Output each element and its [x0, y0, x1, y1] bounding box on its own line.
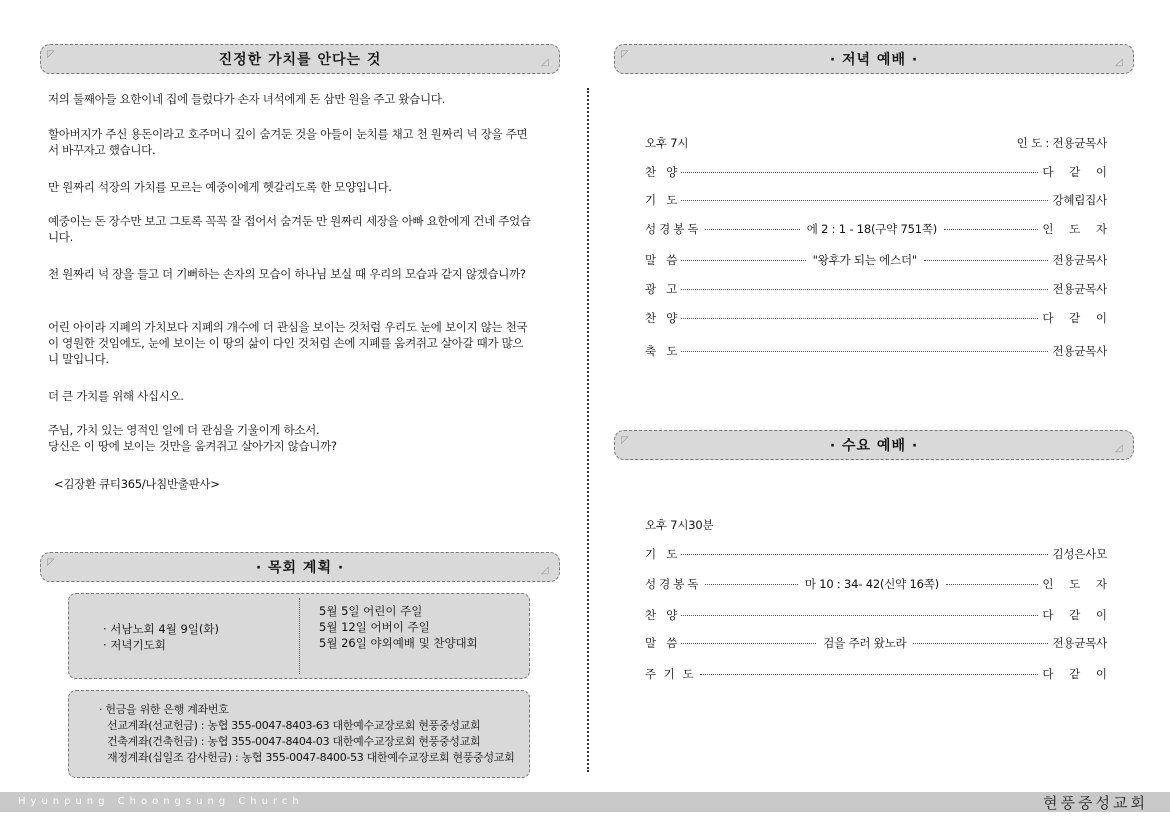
corner-ornament-icon: ◸ — [47, 49, 56, 60]
dot-leader — [681, 643, 816, 644]
order-person: 다 같 이 — [1042, 311, 1113, 325]
bank-box — [68, 690, 530, 778]
order-detail: "왕후가 되는 에스더" — [812, 253, 918, 267]
order-person: 전용균목사 — [1052, 636, 1108, 650]
sermon-header — [40, 44, 560, 74]
order-person: 다 같 이 — [1042, 165, 1113, 179]
divider — [299, 598, 300, 674]
corner-ornament-icon: ◸ — [47, 557, 56, 568]
order-label: 축 도 — [645, 344, 678, 358]
wednesday-order-row — [645, 575, 1113, 593]
order-detail: 에 2 : 1 - 18(구약 751쪽) — [806, 222, 938, 236]
plan-item: · 저녁기도회 — [103, 638, 166, 652]
evening-leader: 인 도 : 전용균목사 — [1016, 136, 1107, 150]
order-label: 기 도 — [645, 547, 678, 561]
wednesday-order-row — [645, 665, 1113, 683]
order-person: 전용균목사 — [1052, 282, 1107, 296]
order-label: 주 기 도 — [645, 667, 696, 681]
footer-church-name: 현풍중성교회 — [1043, 794, 1148, 812]
order-label: 성경봉독 — [645, 222, 702, 236]
evening-order-row — [645, 309, 1113, 327]
paragraph: 더 큰 가치를 위해 사십시오. — [48, 389, 184, 403]
corner-ornament-icon: ◿ — [541, 565, 550, 576]
plan-box — [68, 593, 530, 679]
dot-leader — [705, 229, 799, 230]
order-label: 성경봉독 — [645, 577, 702, 591]
evening-header — [614, 44, 1134, 74]
corner-ornament-icon: ◿ — [1115, 57, 1124, 68]
paragraph: 어린 아이라 지폐의 가치보다 지폐의 개수에 더 관심을 보이는 것처럼 우리도 눈에 보이지 않는 천국이 영원한 것임에도, 눈에 보이는 이 땅의 삶이 다인 것처럼 손에 지폐를 움켜쥐고 살아갈 때가 많으니 말입니다. — [48, 320, 528, 366]
evening-time: 오후 7시 — [645, 136, 689, 150]
plan-item: · 서남노회 4월 9일(화) — [103, 622, 219, 636]
column-divider — [587, 88, 589, 772]
wednesday-order-row — [645, 606, 1113, 624]
dot-leader — [924, 260, 1048, 261]
order-label: 찬 양 — [645, 608, 678, 622]
dot-leader — [681, 172, 1038, 173]
evening-order-row — [645, 163, 1113, 181]
corner-ornament-icon: ◸ — [621, 435, 630, 446]
wednesday-time-row — [645, 516, 1107, 534]
bank-line: 재정계좌(십일조 감사헌금) : 농협 355-0047-8400-53 대한예수교장로회 현풍중성교회 — [107, 751, 515, 764]
evening-order-row — [645, 251, 1107, 269]
corner-ornament-icon: ◿ — [541, 57, 550, 68]
order-label: 말 씀 — [645, 253, 678, 267]
bank-line: 선교계좌(선교헌금) : 농협 355-0047-8403-63 대한예수교장로회 현풍중성교회 — [107, 719, 481, 732]
order-detail: 마 10 : 34- 42(신약 16쪽) — [804, 577, 939, 591]
footer-bar — [0, 792, 1170, 812]
wednesday-order-row — [645, 634, 1107, 652]
dot-leader — [681, 260, 805, 261]
paragraph: 천 원짜리 넉 장을 들고 더 기뻐하는 손자의 모습이 하나님 보실 때 우리의 모습과 같지 않겠습니까? — [48, 267, 526, 281]
dot-leader — [946, 584, 1038, 585]
order-person: 전용균목사 — [1052, 344, 1107, 358]
corner-ornament-icon: ◸ — [621, 49, 630, 60]
corner-ornament-icon: ◿ — [1115, 443, 1124, 454]
plan-item: 5월 12일 어버이 주일 — [319, 620, 430, 634]
evening-order-row — [645, 220, 1113, 238]
dot-leader — [705, 584, 797, 585]
paragraph: 주님, 가치 있는 영적인 일에 더 관심을 기울이게 하소서. 당신은 이 땅에 보이는 것만을 움켜쥐고 살아가지 않습니까? — [48, 423, 337, 453]
order-person: 강혜림집사 — [1052, 193, 1107, 207]
wednesday-time: 오후 7시30분 — [645, 518, 714, 532]
paragraph: 예중이는 돈 장수만 보고 그토록 꼭꼭 잘 접어서 숨겨둔 만 원짜리 세장을 아빠 요한에게 건네 주었습니다. — [48, 214, 531, 244]
dot-leader — [681, 318, 1038, 319]
order-label: 광 고 — [645, 282, 678, 296]
plan-item: 5월 26일 야외예배 및 찬양대회 — [319, 636, 478, 650]
dot-leader — [681, 289, 1048, 290]
evening-order-row — [645, 280, 1107, 298]
order-label: 찬 양 — [645, 165, 678, 179]
wednesday-title: · 수요 예배 · — [829, 438, 919, 454]
plan-title: · 목회 계획 · — [255, 560, 345, 576]
sermon-title: 진정한 가치를 안다는 것 — [218, 52, 382, 68]
order-person: 인 도 자 — [1042, 222, 1113, 236]
evening-order-row — [645, 191, 1107, 209]
evening-time-row — [645, 134, 1107, 152]
bank-title: · 헌금을 위한 은행 계좌번호 — [99, 703, 229, 716]
footer-english-name: Hyunpung Choongsung Church — [18, 796, 304, 807]
order-person: 김성은사모 — [1052, 547, 1107, 561]
dot-leader — [944, 229, 1038, 230]
dot-leader — [700, 674, 1039, 675]
dot-leader — [681, 554, 1048, 555]
dot-leader — [913, 643, 1048, 644]
paragraph: 만 원짜리 석장의 가치를 모르는 예중이에게 헷갈리도록 한 모양입니다. — [48, 180, 392, 194]
order-person: 인 도 자 — [1042, 577, 1113, 591]
dot-leader — [681, 200, 1048, 201]
plan-item: 5월 5일 어린이 주일 — [319, 604, 423, 618]
order-label: 기 도 — [645, 193, 678, 207]
order-detail: 검을 주러 왔노라 — [823, 636, 907, 650]
dot-leader — [681, 615, 1038, 616]
evening-title: · 저녁 예배 · — [829, 52, 919, 68]
order-person: 전용균목사 — [1052, 253, 1108, 267]
order-label: 찬 양 — [645, 311, 678, 325]
wednesday-header — [614, 430, 1134, 460]
paragraph: 할아버지가 주신 용돈이라고 호주머니 깊이 숨겨둔 것을 아들이 눈치를 채고 천 원짜리 넉 장을 주면서 바꾸자고 했습니다. — [48, 127, 528, 157]
source-citation: <김장환 큐티365/나침반출판사> — [54, 477, 220, 491]
evening-order-row — [645, 342, 1107, 360]
wednesday-order-row — [645, 545, 1107, 563]
order-person: 다 같 이 — [1042, 667, 1113, 681]
order-label: 말 씀 — [645, 636, 678, 650]
order-person: 다 같 이 — [1042, 608, 1113, 622]
plan-header — [40, 552, 560, 582]
bank-line: 건축계좌(건축헌금) : 농협 355-0047-8404-03 대한예수교장로회 현풍중성교회 — [107, 735, 481, 748]
dot-leader — [681, 351, 1048, 352]
paragraph: 저의 둘째아들 요한이네 집에 들렀다가 손자 녀석에게 돈 삼만 원을 주고 왔습니다. — [48, 92, 445, 106]
